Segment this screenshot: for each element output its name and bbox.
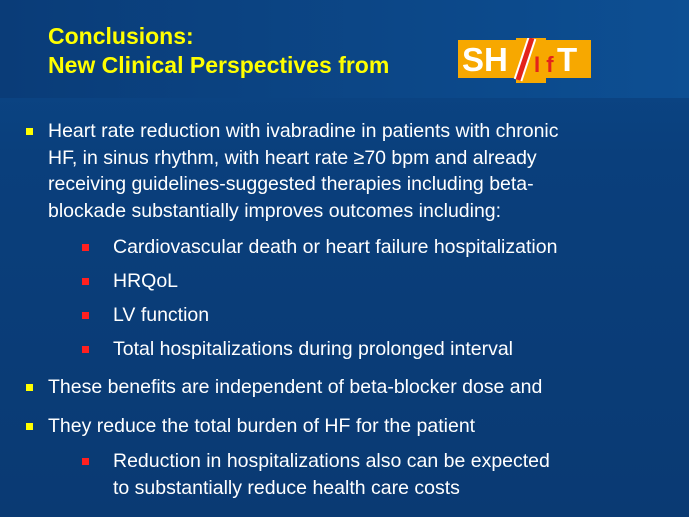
logo-text-mid: I f bbox=[534, 52, 554, 77]
bullet-marker bbox=[26, 423, 33, 430]
bullet-2-text: These benefits are independent of beta-blocker dose and bbox=[48, 376, 543, 398]
sub-bullet-2: HRQoL bbox=[113, 270, 179, 292]
bullet-1-text bbox=[48, 118, 688, 224]
sub-bullet-marker bbox=[82, 458, 89, 465]
bullet-3-text: They reduce the total burden of HF for the patient bbox=[48, 415, 476, 437]
bullet-1-line-3: receiving guidelines-suggested therapies including beta- bbox=[48, 173, 534, 195]
sub-bullet-1: Cardiovascular death or heart failure hospitalization bbox=[113, 236, 558, 258]
sub-bullet-marker bbox=[82, 244, 89, 251]
logo-text-right: T bbox=[557, 41, 578, 78]
title-line-2: New Clinical Perspectives from bbox=[48, 52, 390, 78]
bullet-1-line-4: blockade substantially improves outcomes including: bbox=[48, 199, 502, 222]
logo-text-left: SH bbox=[462, 41, 508, 78]
bullet-marker bbox=[26, 384, 33, 391]
bullet-1-line-1: Heart rate reduction with ivabradine in patients with chronic bbox=[48, 120, 559, 142]
sub-bullet-marker bbox=[82, 278, 89, 285]
title-line-1: Conclusions: bbox=[48, 23, 194, 49]
sub-bullet-5 bbox=[113, 448, 550, 501]
sub-bullet-3: LV function bbox=[113, 304, 210, 326]
sub-bullet-5-line-1: Reduction in hospitalizations also can be expected bbox=[113, 450, 550, 472]
sub-bullet-5-line-2: to substantially reduce health care costs bbox=[113, 476, 460, 499]
bullet-1-line-2: HF, in sinus rhythm, with heart rate ≥70 bpm and already bbox=[48, 146, 537, 169]
sub-bullet-marker bbox=[82, 346, 89, 353]
bullet-marker bbox=[26, 128, 33, 135]
sub-bullet-4: Total hospitalizations during prolonged interval bbox=[113, 338, 513, 360]
sub-bullet-marker bbox=[82, 312, 89, 319]
